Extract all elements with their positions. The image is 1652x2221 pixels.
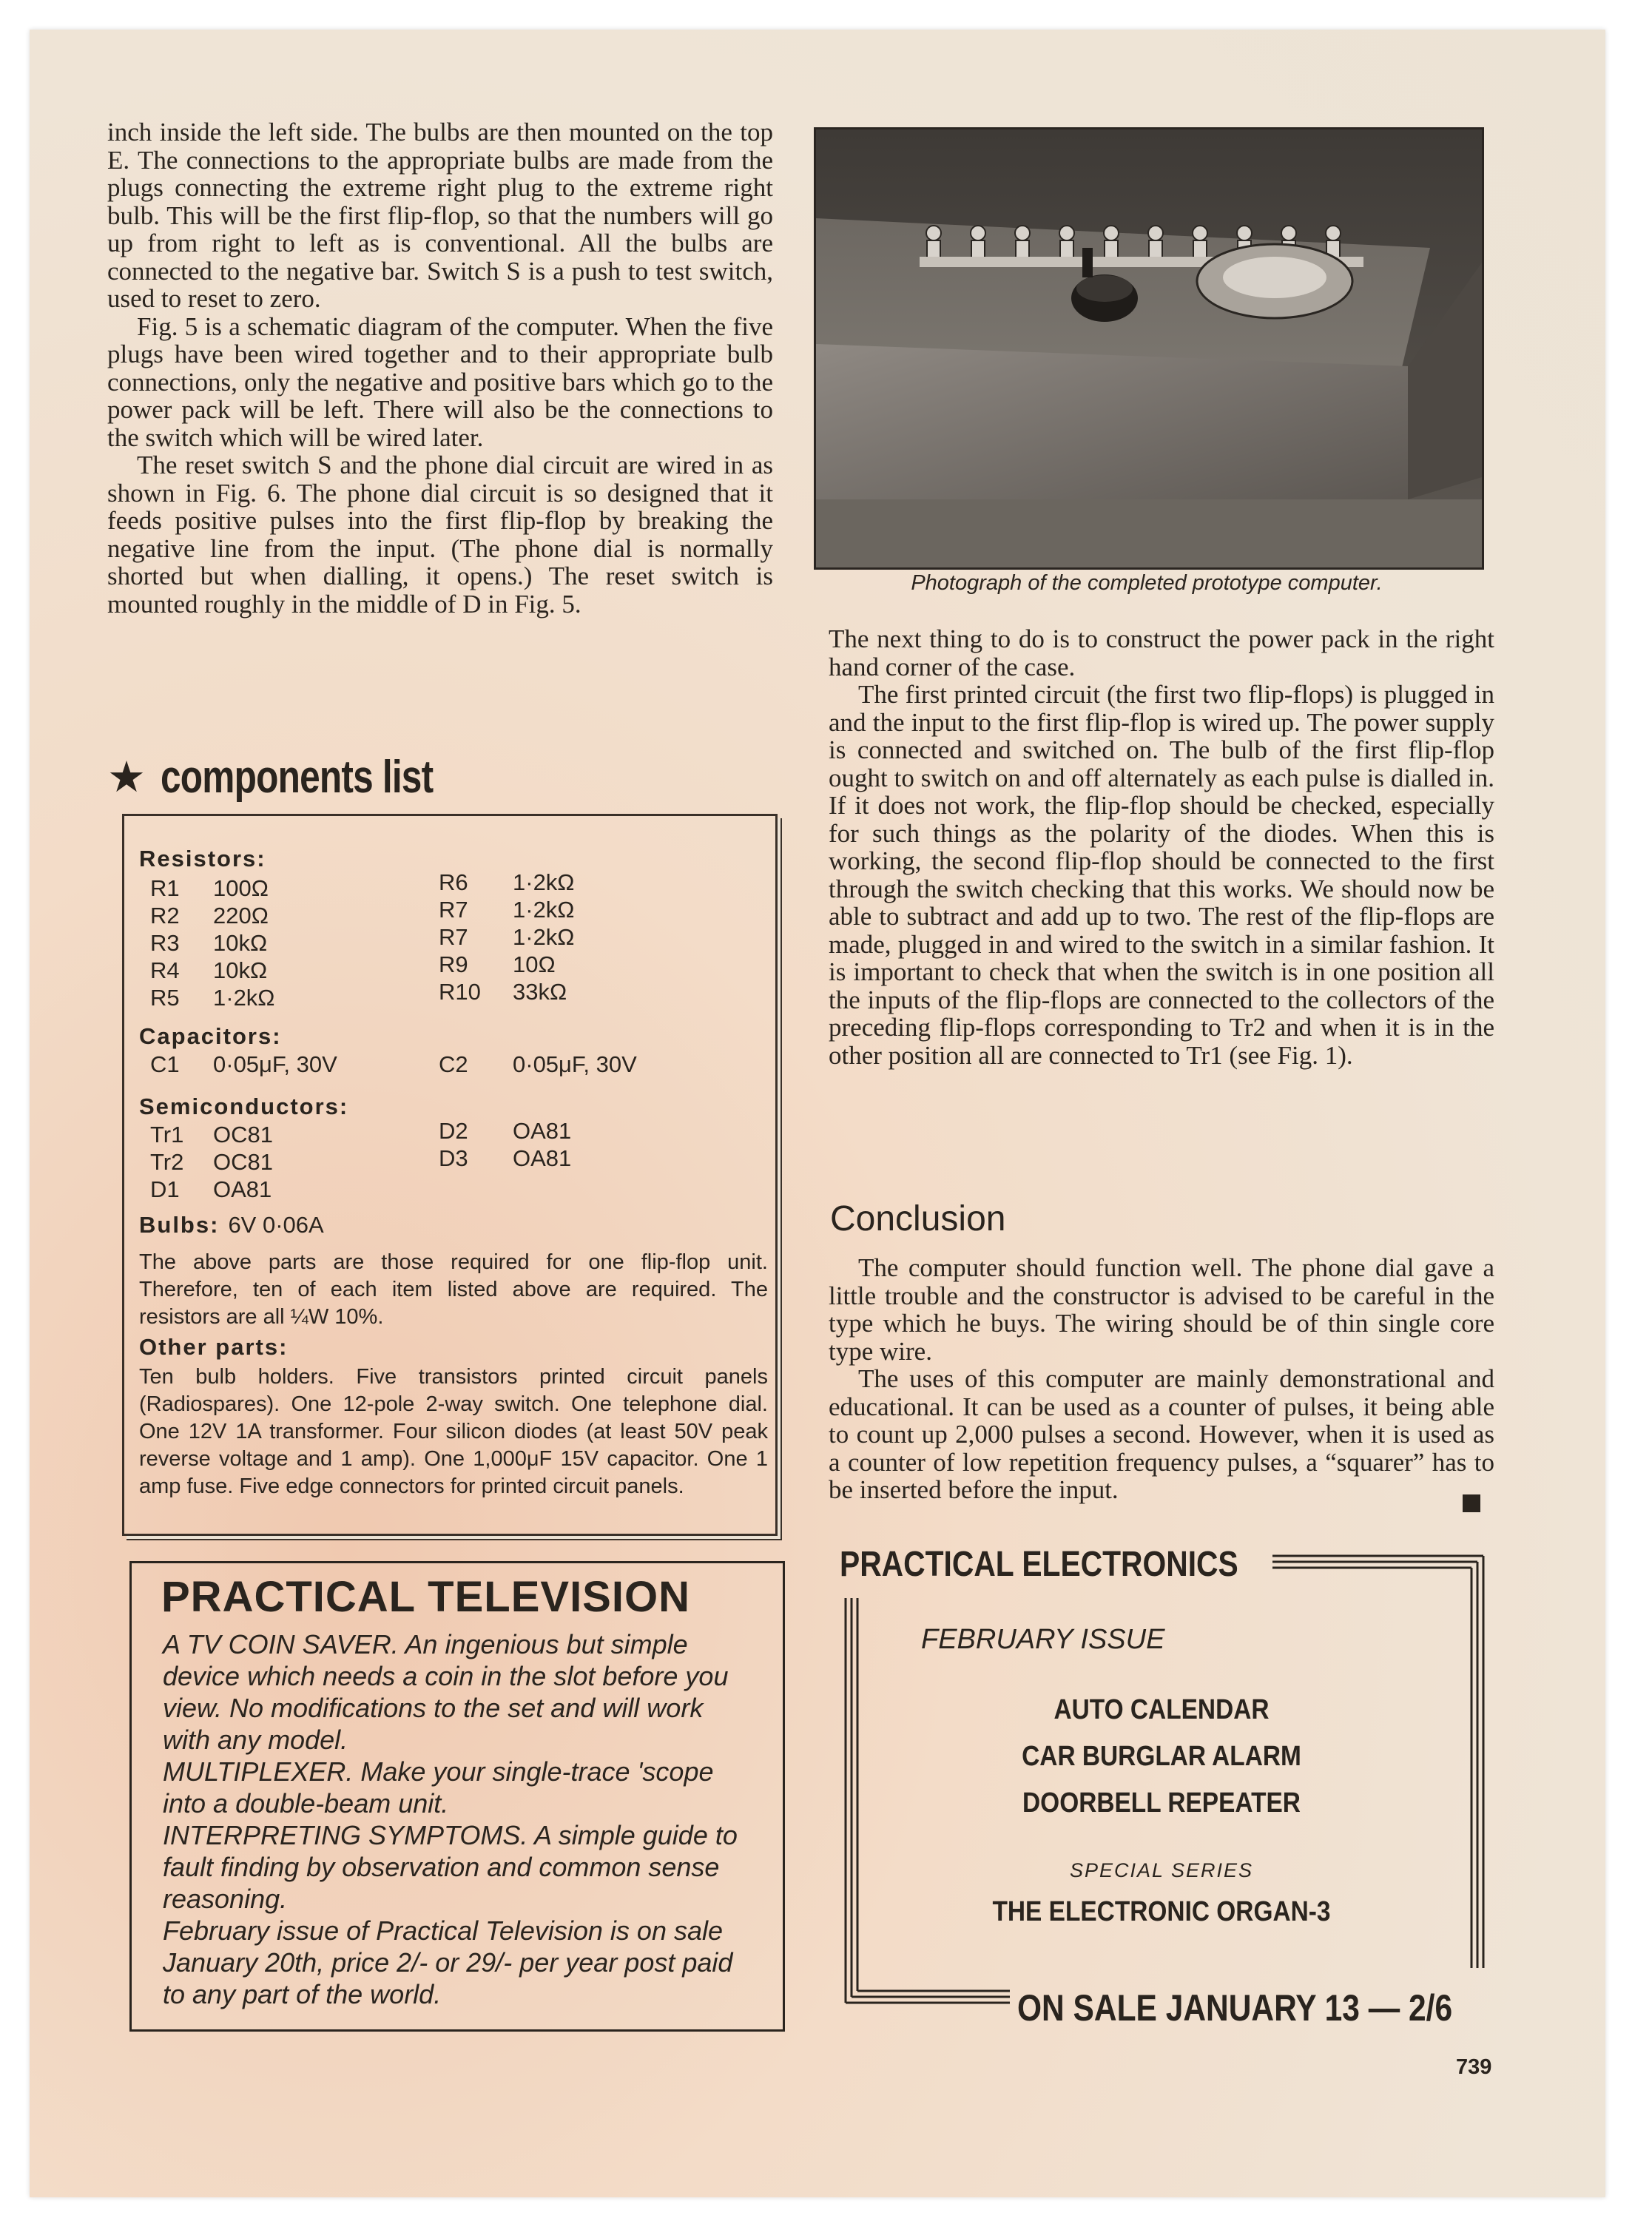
conclusion-text xyxy=(829,1254,1494,1504)
other-parts-label: Other parts: xyxy=(139,1334,289,1360)
components-title: components list xyxy=(161,752,434,803)
list-item: Tr2 OC81 xyxy=(150,1149,273,1175)
tv-ad-item: INTERPRETING SYMPTOMS. A simple guide to fault finding by observation and common sense reasoning. xyxy=(163,1820,738,1914)
list-item: Tr1 OC81 xyxy=(150,1122,273,1147)
pe-ad-item: CAR BURGLAR ALARM xyxy=(1022,1741,1301,1772)
list-item: R2 220Ω xyxy=(150,903,269,928)
pe-ad-special-title: THE ELECTRONIC ORGAN-3 xyxy=(992,1896,1331,1927)
other-parts-text: Ten bulb holders. Five transistors printed circuit panels (Radiospares). One 12-pole 2-way switch. One telephone dial. One 12V 1A transformer. Four silicon diodes (at least 50V peak reverse voltage and 1 amp). One 1,000μF 15V capacitor. One 1 amp fuse. Five edge connectors for printed circuit panels. xyxy=(139,1365,768,1498)
paragraph: Fig. 5 is a schematic diagram of the computer. When the five plugs have been wired together and to their appropriate bulb connections, only the negative and positive bars which go to the power pack will be left. There will also be the connections to the switch which will be wired later. xyxy=(107,311,773,452)
list-item: D3 OA81 xyxy=(439,1145,572,1171)
practical-electronics-ad xyxy=(832,1543,1491,2031)
list-item: C2 0·05μF, 30V xyxy=(439,1051,637,1077)
paragraph: The next thing to do is to construct the power pack in the right hand corner of the case. xyxy=(829,624,1494,681)
practical-television-ad xyxy=(129,1561,785,2032)
tv-ad-title: PRACTICAL TELEVISION xyxy=(161,1573,690,1621)
list-item: D1 OA81 xyxy=(150,1176,272,1202)
list-item: R3 10kΩ xyxy=(150,930,268,956)
semiconductors-label: Semiconductors: xyxy=(139,1093,349,1119)
left-column-text xyxy=(107,118,773,618)
pe-ad-title: PRACTICAL ELECTRONICS xyxy=(840,1545,1238,1584)
list-item: R9 10Ω xyxy=(439,951,556,977)
conclusion-heading: Conclusion xyxy=(830,1199,1006,1238)
components-heading xyxy=(107,751,501,803)
components-list-box xyxy=(122,814,778,1536)
list-item: C1 0·05μF, 30V xyxy=(150,1051,337,1077)
capacitors-label: Capacitors: xyxy=(139,1023,282,1049)
resistors-label: Resistors: xyxy=(139,846,266,872)
photo-caption: Photograph of the completed prototype computer. xyxy=(911,571,1383,595)
star-icon: ★ xyxy=(107,752,146,801)
tv-ad-item: A TV COIN SAVER. An ingenious but simple device which needs a coin in the slot before you view. No modifications to the set and will work with any model. xyxy=(163,1629,729,1755)
tv-ad-item: MULTIPLEXER. Make your single-trace 'scope into a double-beam unit. xyxy=(163,1756,714,1819)
page-number: 739 xyxy=(1456,2055,1492,2079)
pe-ad-item: AUTO CALENDAR xyxy=(1053,1694,1270,1725)
paragraph: The first printed circuit (the first two flip-flops) is plugged in and the input to the first flip-flop is wired up. The power supply is connected and switched on. The bulb of the first flip-flop ought to switch on and off alternately as each pulse is dialled in. If it does not work, the flip-flop should be checked, especially for such things as the polarity of the diodes. When this is working, the second flip-flop should be connected to the first through the switch checking that this works. We should now be able to subtract and add up to two. The rest of the flip-flops are made, plugged in and wired to the switch in a similar fashion. It is important to check that when the switch is in one position all the inputs of the flip-flops are connected to the collectors of the preceding flip-flops corresponding to Tr2 and when it is in the other position all are connected to Tr1 (see Fig. 1). xyxy=(829,680,1494,1070)
tv-ad-item: February issue of Practical Television is on sale January 20th, price 2/- or 29/- per year post paid to any part of the world. xyxy=(163,1915,733,2009)
list-item: R10 33kΩ xyxy=(439,979,567,1005)
list-item: R4 10kΩ xyxy=(150,957,268,983)
tv-ad-text xyxy=(163,1628,755,2010)
end-mark xyxy=(1463,1494,1480,1512)
paragraph: The reset switch S and the phone dial circuit are wired in as shown in Fig. 6. The phone dial circuit is so designed that it feeds positive pulses into the first flip-flop by breaking the negative line from the input. (The phone dial is normally shorted but when dialling, it opens.) The reset switch is mounted roughly in the middle of D in Fig. 5. xyxy=(107,451,773,619)
bulbs-row: Bulbs: 6V 0·06A xyxy=(139,1212,324,1238)
list-item: R6 1·2kΩ xyxy=(439,869,575,895)
pe-ad-item: DOORBELL REPEATER xyxy=(1022,1787,1301,1819)
paragraph: inch inside the left side. The bulbs are then mounted on the top E. The connections to the appropriate bulbs are made from the plugs connecting the extreme right plug to the extreme right bulb. This will be the first flip-flop, so that the numbers will go up from right to left as is conventional. All the bulbs are connected to the negative bar. Switch S is a push to test switch, used to reset to zero. xyxy=(107,118,773,313)
right-column-text xyxy=(829,625,1494,1069)
prototype-photo-illustration xyxy=(816,129,1482,567)
list-item: D2 OA81 xyxy=(439,1118,572,1144)
components-note: The above parts are those required for one flip-flop unit. Therefore, ten of each item listed above are required. The resistors are all ¼W 10%. xyxy=(139,1250,768,1329)
pe-ad-issue: FEBRUARY ISSUE xyxy=(921,1624,1165,1655)
list-item: R1 100Ω xyxy=(150,875,269,901)
list-item: R5 1·2kΩ xyxy=(150,985,275,1011)
list-item: R7 1·2kΩ xyxy=(439,897,575,923)
paragraph: The uses of this computer are mainly demonstrational and educational. It can be used as a counter of pulses, it being able to count up 2,000 pulses a second. However, when it is used as a counter of low repetition frequency pulses, a “squarer” has to be inserted before the input. xyxy=(829,1364,1494,1504)
prototype-photo xyxy=(814,127,1484,570)
pe-ad-special: SPECIAL SERIES xyxy=(1069,1859,1254,1881)
pe-ad-frame xyxy=(832,1543,1491,2031)
paragraph: The computer should function well. The phone dial gave a little trouble and the constructor is advised to be careful in the type which he buys. The wiring should be of thin single core type wire. xyxy=(829,1253,1494,1366)
list-item: R7 1·2kΩ xyxy=(439,924,575,950)
pe-ad-sale: ON SALE JANUARY 13 — 2/6 xyxy=(1017,1987,1453,2029)
